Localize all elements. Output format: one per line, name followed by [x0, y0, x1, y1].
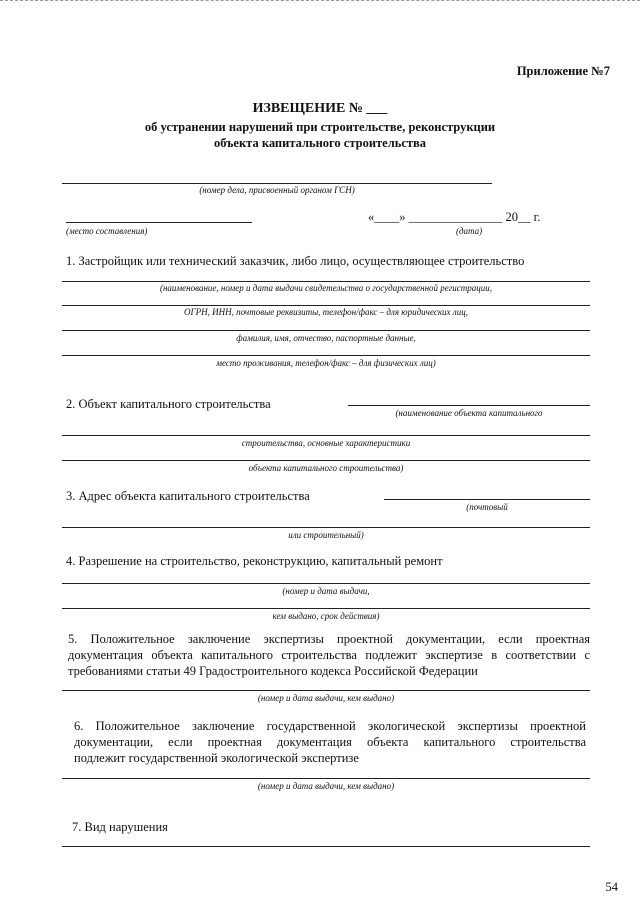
section4-line1[interactable] — [62, 583, 590, 584]
section2-caption3: объекта капитального строительства) — [248, 463, 404, 473]
section7-line[interactable] — [62, 846, 590, 847]
page-number: 54 — [605, 880, 618, 894]
section6-line[interactable] — [62, 778, 590, 779]
document-subtitle-line1: об устранении нарушений при строительстве, реконструкции — [144, 120, 496, 134]
date-field[interactable]: «____» _______________ 20__ г. — [368, 210, 541, 224]
section2-caption2: строительства, основные характеристики — [241, 438, 411, 448]
section6-line2: документации, если проектная документация объекта капитального строительства — [74, 735, 586, 749]
section2-caption1: (наименование объекта капитального — [395, 408, 543, 418]
section5-line2: документация объекта капитального строительства подлежит экспертизе в соответствии с — [68, 648, 590, 662]
section1-line1[interactable] — [62, 281, 590, 282]
section4-caption1: (номер и дата выдачи, — [282, 586, 370, 596]
section1-caption1: (наименование, номер и дата выдачи свидетельства о государственной регистрации, — [159, 283, 493, 293]
section6-line1: 6. Положительное заключение государственной экологической экспертизы проектной — [74, 719, 586, 733]
place-line[interactable] — [66, 222, 252, 223]
case-number-caption: (номер дела, присвоенный органом ГСН) — [199, 185, 355, 195]
section1-line4[interactable] — [62, 355, 590, 356]
place-caption: (место составления) — [66, 226, 148, 236]
document-subtitle-line2: объекта капитального строительства — [213, 136, 427, 150]
section3-caption1: (почтовый — [466, 502, 508, 512]
section2-line2[interactable] — [62, 435, 590, 436]
section1-line3[interactable] — [62, 330, 590, 331]
document-title: ИЗВЕЩЕНИЕ № ___ — [252, 101, 388, 116]
section5-caption: (номер и дата выдачи, кем выдано) — [257, 693, 395, 703]
section1-line2[interactable] — [62, 305, 590, 306]
section5-line1: 5. Положительное заключение экспертизы проектной документации, если проектная — [68, 632, 590, 646]
case-number-line[interactable] — [62, 183, 492, 184]
section4-label: 4. Разрешение на строительство, реконструкцию, капитальный ремонт — [66, 554, 443, 568]
section2-line3[interactable] — [62, 460, 590, 461]
date-caption: (дата) — [456, 226, 483, 236]
section1-caption2: ОГРН, ИНН, почтовые реквизиты, телефон/факс – для юридических лиц, — [184, 307, 468, 317]
section6-line3: подлежит государственной экологической экспертизе — [74, 751, 359, 765]
section4-line2[interactable] — [62, 608, 590, 609]
section2-label: 2. Объект капитального строительства — [66, 397, 271, 411]
section6-caption: (номер и дата выдачи, кем выдано) — [257, 781, 395, 791]
section4-caption2: кем выдано, срок действия) — [272, 611, 380, 621]
section3-line1[interactable] — [384, 499, 590, 500]
section3-caption2: или строительный) — [288, 530, 364, 540]
section1-label: 1. Застройщик или технический заказчик, либо лицо, осуществляющее строительство — [66, 254, 525, 268]
section3-line2[interactable] — [62, 527, 590, 528]
appendix-label: Приложение №7 — [516, 64, 610, 78]
scan-edge — [0, 0, 640, 4]
section7-label: 7. Вид нарушения — [72, 820, 168, 834]
section5-line[interactable] — [62, 690, 590, 691]
section1-caption3: фамилия, имя, отчество, паспортные данные, — [236, 333, 416, 343]
section5-line3: требованиями статьи 49 Градостроительного кодекса Российской Федерации — [68, 664, 478, 678]
section2-line1[interactable] — [348, 405, 590, 406]
section6-text — [74, 718, 586, 766]
section5-text — [68, 631, 590, 679]
section1-caption4: место проживания, телефон/факс – для физических лиц) — [216, 358, 436, 368]
section3-label: 3. Адрес объекта капитального строительства — [66, 489, 310, 503]
